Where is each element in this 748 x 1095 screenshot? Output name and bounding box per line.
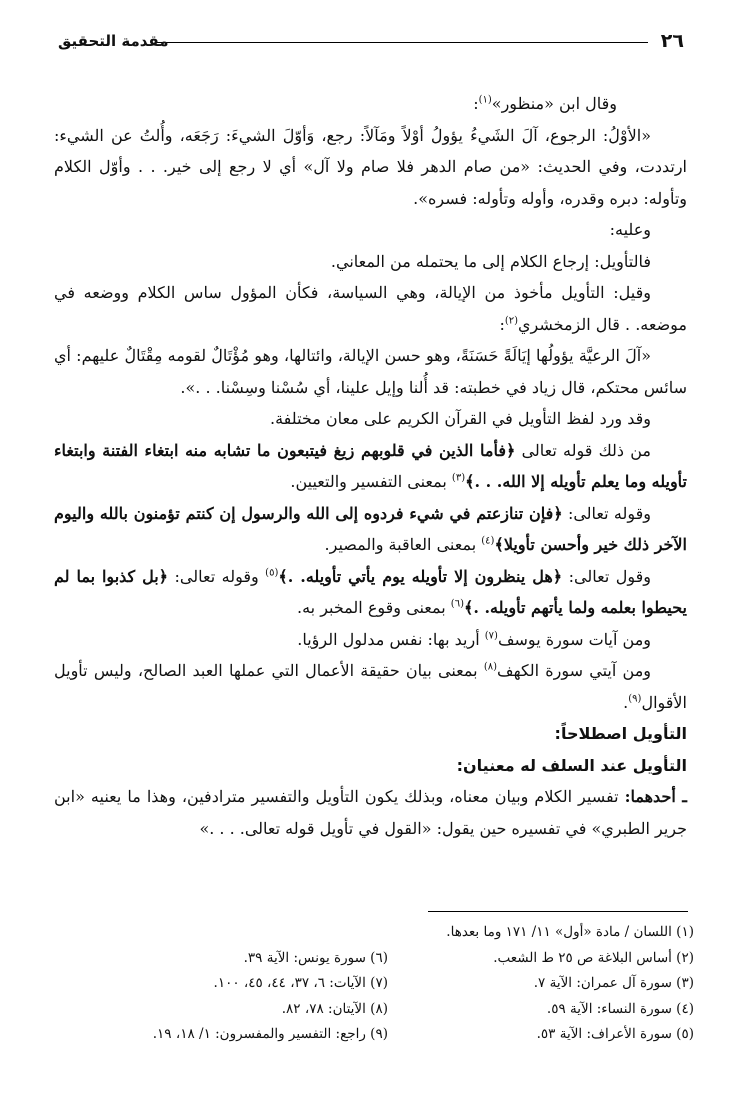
paragraph: وعليه: xyxy=(609,220,651,239)
footnote-9: (٩) راجع: التفسير والمفسرون: ١/ ١٨، ١٩. xyxy=(152,1026,388,1042)
paragraph: ومن آيتي سورة الكهف$^{(٨)}$ بمعنى بيان حقيقة الأعمال التي عملها العبد الصالح، وليس تأويل الأقوال$^{(٩)}$. xyxy=(54,661,687,712)
footnote-separator xyxy=(428,911,688,912)
footnote-2: (٢) أساس البلاغة ص ٢٥ ط الشعب. xyxy=(493,949,694,966)
footnote-row xyxy=(54,1022,694,1048)
quote-paragraph: «آلَ الرعيَّة يؤولُها إيَالَةً حَسَنَةً، وهو حسن الإيالة، وائتالها، وهو مُؤْتَالٌ لقومه مِقْتَالٌ عليهم: أي سائس محتكم، قال زياد في خطبته: قد أُلنا وإيل علينا، أي سُسْنا وسِسْنا. . .». xyxy=(54,346,687,397)
paragraph: وقد ورد لفظ التأويل في القرآن الكريم على معان مختلفة. xyxy=(270,409,651,428)
quote-paragraph: «الأوْلُ: الرجوع، آلَ الشَيءُ يؤولُ أوْلاً ومَآلاً: رجع، وَأوّلَ الشيءَ: رَجَعَه، وأُلتُ عن الشيء: ارتددت، وفي الحديث: «من صام الدهر فلا صام ولا آل» أي لا رجع إلى خير. . . وأوّل الكلام وتأوله: دبره وقدره، وأوله وتأوله: فسره». xyxy=(54,125,687,208)
footnote-row xyxy=(54,971,694,997)
quran-verse: ﴿فإن تنازعتم في شيء فردوه إلى الله والرسول إن كنتم تؤمنون بالله واليوم الآخر ذلك خير وأحسن تأويلا﴾ xyxy=(54,503,687,554)
item-lead: ـ أحدهما: xyxy=(624,787,687,806)
footnote-5: (٥) سورة الأعراف: الآية ٥٣. xyxy=(536,1026,694,1042)
footnotes xyxy=(54,920,694,1048)
footnote-row xyxy=(54,997,694,1023)
footnote-row xyxy=(54,946,694,972)
paragraph: وقوله تعالى: ﴿فإن تنازعتم في شيء فردوه إلى الله والرسول إن كنتم تؤمنون بالله واليوم الآخر ذلك خير وأحسن تأويلا﴾$^{(٤)}$ بمعنى العاقبة والمصير. xyxy=(54,503,687,554)
section-subheading: التأويل عند السلف له معنيان: xyxy=(456,755,687,775)
paragraph: وقول تعالى: ﴿هل ينظرون إلا تأويله يوم يأتي تأويله. .﴾$^{(٥)}$ وقوله تعالى: ﴿بل كذبوا بما لم يحيطوا بعلمه ولما يأتهم تأويله. .﴾$^{(٦)}$ بمعنى وقوع المخبر به. xyxy=(54,566,687,617)
quran-verse: ﴿فأما الذين في قلوبهم زيغ فيتبعون ما تشابه منه ابتغاء الفتنة وابتغاء تأويله وما يعلم تأويله إلا الله. . .﴾ xyxy=(54,440,687,491)
quran-verse: ﴿بل كذبوا بما لم يحيطوا بعلمه ولما يأتهم تأويله. .﴾ xyxy=(54,566,687,617)
main-text xyxy=(54,88,687,844)
footnote-4: (٤) سورة النساء: الآية ٥٩. xyxy=(546,1000,694,1017)
paragraph: وقال ابن «منظور»$^{(١)}$: xyxy=(473,94,617,113)
paragraph: ـ أحدهما: تفسير الكلام وبيان معناه، وبذلك يكون التأويل والتفسير مترادفين، وهذا ما يعنيه «ابن جرير الطبري» في تفسيره حين يقول: «القول في تأويل قوله تعالى. . . .» xyxy=(54,787,687,838)
paragraph: ومن آيات سورة يوسف$^{(٧)}$ أريد بها: نفس مدلول الرؤيا. xyxy=(297,629,651,649)
footnote-row xyxy=(54,920,694,946)
footnote-3: (٣) سورة آل عمران: الآية ٧. xyxy=(533,975,694,991)
page-number: ٢٦ xyxy=(660,30,684,52)
quran-verse: ﴿هل ينظرون إلا تأويله يوم يأتي تأويله. .﴾ xyxy=(278,566,563,586)
section-heading: التأويل اصطلاحاً: xyxy=(554,724,687,743)
footnote-1: (١) اللسان / مادة «أول» ١١/ ١٧١ وما بعدها. xyxy=(446,924,694,940)
footnote-7: (٧) الآيات: ٦، ٣٧، ٤٤، ٤٥، ١٠٠. xyxy=(213,975,388,991)
header-rule xyxy=(156,42,648,43)
paragraph: من ذلك قوله تعالى ﴿فأما الذين في قلوبهم زيغ فيتبعون ما تشابه منه ابتغاء الفتنة وابتغاء تأويله وما يعلم تأويله إلا الله. . .﴾$^{(٣)}$ بمعنى التفسير والتعيين. xyxy=(54,440,687,491)
paragraph: فالتأويل: إرجاع الكلام إلى ما يحتمله من المعاني. xyxy=(330,251,651,271)
running-header xyxy=(58,30,684,52)
footnote-6: (٦) سورة يونس: الآية ٣٩. xyxy=(243,949,388,966)
header-title: مقدمة التحقيق xyxy=(58,32,169,50)
paragraph: وقيل: التأويل مأخوذ من الإيالة، وهي السياسة، فكأن المؤول ساس الكلام ووضعه في موضعه. . قال الزمخشري$^{(٢)}$: xyxy=(54,283,687,334)
footnote-8: (٨) الآيتان: ٧٨، ٨٢. xyxy=(281,1000,388,1017)
